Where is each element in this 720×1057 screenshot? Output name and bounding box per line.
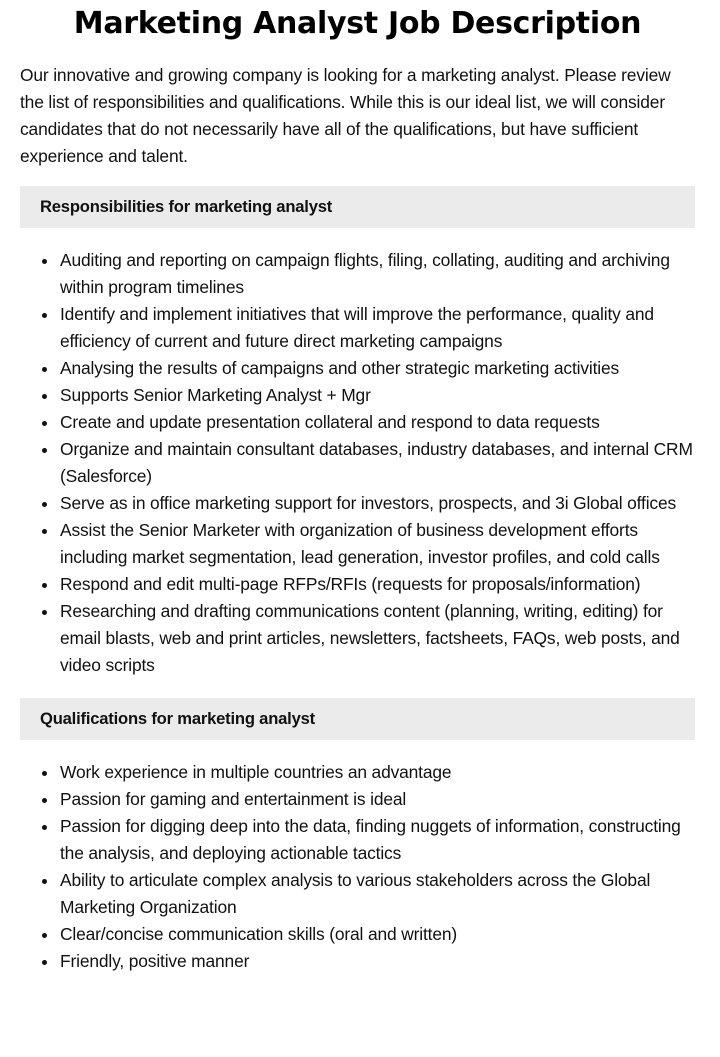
qualifications-heading: Qualifications for marketing analyst <box>40 709 315 728</box>
responsibilities-list <box>20 247 695 679</box>
page-title: Marketing Analyst Job Description <box>73 6 642 41</box>
responsibilities-heading: Responsibilities for marketing analyst <box>40 197 333 216</box>
intro-paragraph: Our innovative and growing company is looking for a marketing analyst. Please review the list of responsibilities and qualifications. While this is our ideal list, we will consider candidates that do not necessarily have all of the qualifications, but have sufficient experience and talent. <box>20 65 671 166</box>
list-item: Identify and implement initiatives that will improve the performance, quality and efficiency of current and future direct marketing campaigns <box>60 301 695 355</box>
list-item: Passion for digging deep into the data, finding nuggets of information, constructing the analysis, and deploying actionable tactics <box>60 813 695 867</box>
list-item: Analysing the results of campaigns and other strategic marketing activities <box>60 355 695 382</box>
list-item: Auditing and reporting on campaign flights, filing, collating, auditing and archiving within program timelines <box>60 247 695 301</box>
list-item: Supports Senior Marketing Analyst + Mgr <box>60 382 695 409</box>
list-item: Researching and drafting communications content (planning, writing, editing) for email blasts, web and print articles, newsletters, factsheets, FAQs, web posts, and video scripts <box>60 598 695 679</box>
qualifications-list <box>20 759 695 975</box>
list-item: Ability to articulate complex analysis to various stakeholders across the Global Marketing Organization <box>60 867 695 921</box>
qualifications-section-header <box>20 698 695 740</box>
list-item: Clear/concise communication skills (oral and written) <box>60 921 695 948</box>
list-item: Friendly, positive manner <box>60 948 695 975</box>
list-item: Passion for gaming and entertainment is ideal <box>60 786 695 813</box>
responsibilities-section-header <box>20 186 695 228</box>
list-item: Organize and maintain consultant databases, industry databases, and internal CRM (Salesforce) <box>60 436 695 490</box>
list-item: Respond and edit multi-page RFPs/RFIs (requests for proposals/information) <box>60 571 695 598</box>
list-item: Assist the Senior Marketer with organization of business development efforts including market segmentation, lead generation, investor profiles, and cold calls <box>60 517 695 571</box>
list-item: Work experience in multiple countries an advantage <box>60 759 695 786</box>
list-item: Serve as in office marketing support for investors, prospects, and 3i Global offices <box>60 490 695 517</box>
list-item: Create and update presentation collateral and respond to data requests <box>60 409 695 436</box>
